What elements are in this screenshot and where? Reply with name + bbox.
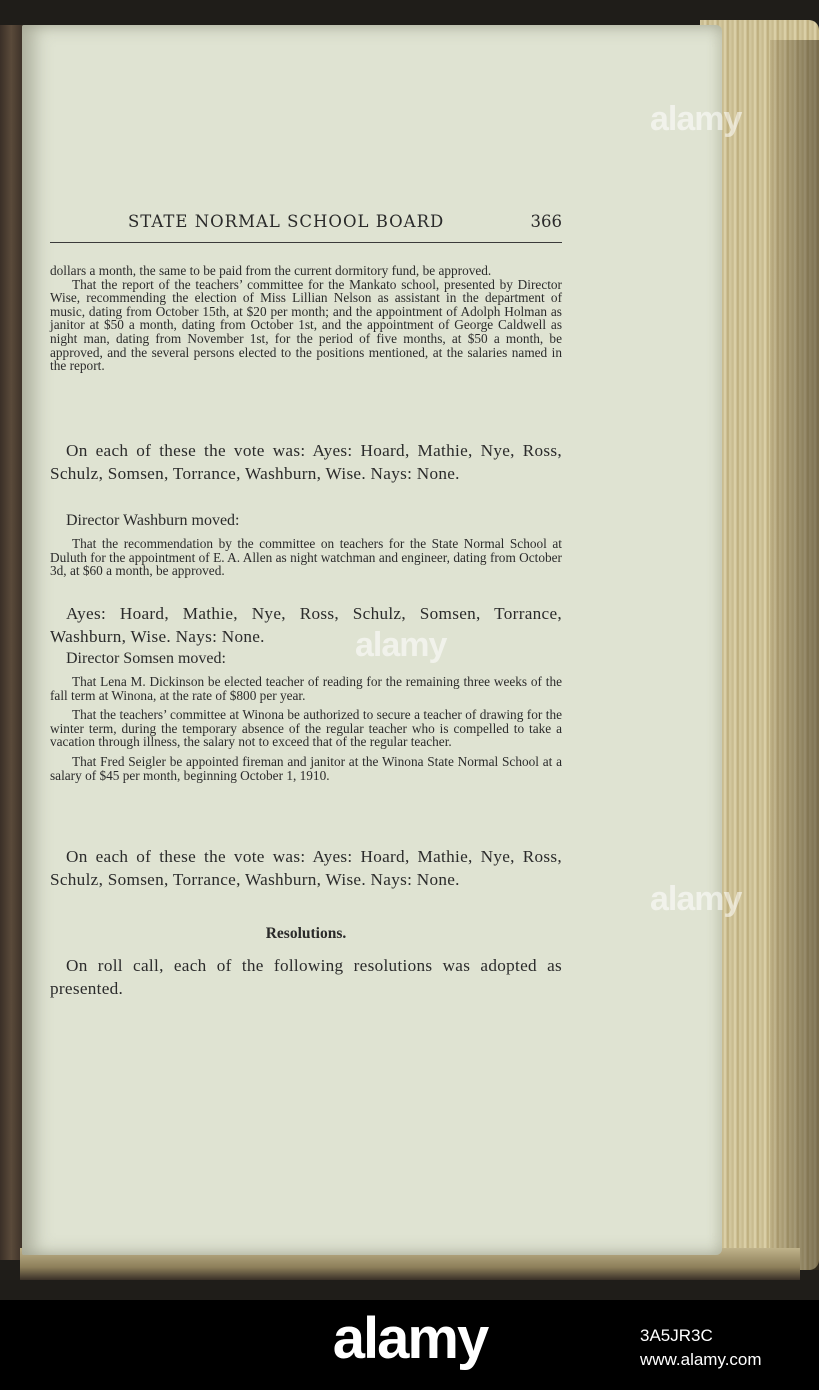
paragraph: On roll call, each of the following resolutions was adopted as presented. xyxy=(50,956,562,998)
paragraph: That Lena M. Dickinson be elected teacher of reading for the remaining three weeks of the fall term at Winona, at the rate of $800 per year. xyxy=(50,674,562,703)
motion-heading-somsen: Director Somsen moved: xyxy=(66,650,226,667)
vote-record-3 xyxy=(50,846,562,891)
watermark-logo: alamy xyxy=(650,100,742,138)
paragraph: That the teachers’ committee at Winona be authorized to secure a teacher of drawing for the winter term, during the temporary absence of the regular teacher who is compelled to take a vacation through illness, the salary not to exceed that of the regular teacher. xyxy=(50,707,562,750)
motion-heading-washburn: Director Washburn moved: xyxy=(66,512,240,529)
running-head xyxy=(50,212,562,243)
resolutions-paragraph xyxy=(50,955,562,1000)
paragraph-block-1 xyxy=(50,264,562,373)
page-edges-shadow xyxy=(770,40,819,1270)
vote-record-2 xyxy=(50,603,562,648)
paragraph: On each of these the vote was: Ayes: Hoard, Mathie, Nye, Ross, Schulz, Somsen, Torrance, Washburn, Wise. Nays: None. xyxy=(50,847,562,889)
image-id: 3A5JR3C xyxy=(640,1326,713,1345)
paragraph: dollars a month, the same to be paid from the current dormitory fund, be approved. xyxy=(50,263,492,278)
alamy-logo: alamy xyxy=(332,1306,488,1371)
page-number: 366 xyxy=(530,212,562,231)
paragraph: That the recommendation by the committee on teachers for the State Normal School at Duluth for the appointment of E. A. Allen as night watchman and engineer, dating from October 3d, at $60 a month, be approved. xyxy=(50,536,562,579)
paragraph: Ayes: Hoard, Mathie, Nye, Ross, Schulz, Somsen, Torrance, Washburn, Wise. Nays: None. xyxy=(50,604,562,646)
paragraph: That the report of the teachers’ committee for the Mankato school, presented by Director Wise, recommending the election of Miss Lillian Nelson as assistant in the department of music, dating from October 15th, at $20 per month; and the appointment of Adolph Holman as janitor at $50 a month, dating from October 1st, and the appointment of George Caldwell as night man, dating from November 1st, for the period of five months, at $50 a month, be approved, and the several persons elected to the positions mentioned, at the salaries named in the report. xyxy=(50,276,562,374)
motion-text-winona xyxy=(50,675,562,782)
running-head-title: STATE NORMAL SCHOOL BOARD xyxy=(128,212,445,231)
watermark-logo: alamy xyxy=(355,626,447,664)
paragraph: On each of these the vote was: Ayes: Hoard, Mathie, Nye, Ross, Schulz, Somsen, Torrance, Washburn, Wise. Nays: None. xyxy=(50,441,562,483)
vote-record-1 xyxy=(50,440,562,485)
watermark-logo: alamy xyxy=(650,880,742,918)
resolutions-heading: Resolutions. xyxy=(265,925,347,942)
paragraph: That Fred Seigler be appointed fireman and janitor at the Winona State Normal School at a salary of $45 per month, beginning October 1, 1910. xyxy=(50,753,562,783)
site-url: www.alamy.com xyxy=(640,1350,762,1369)
motion-text-duluth xyxy=(50,537,562,578)
